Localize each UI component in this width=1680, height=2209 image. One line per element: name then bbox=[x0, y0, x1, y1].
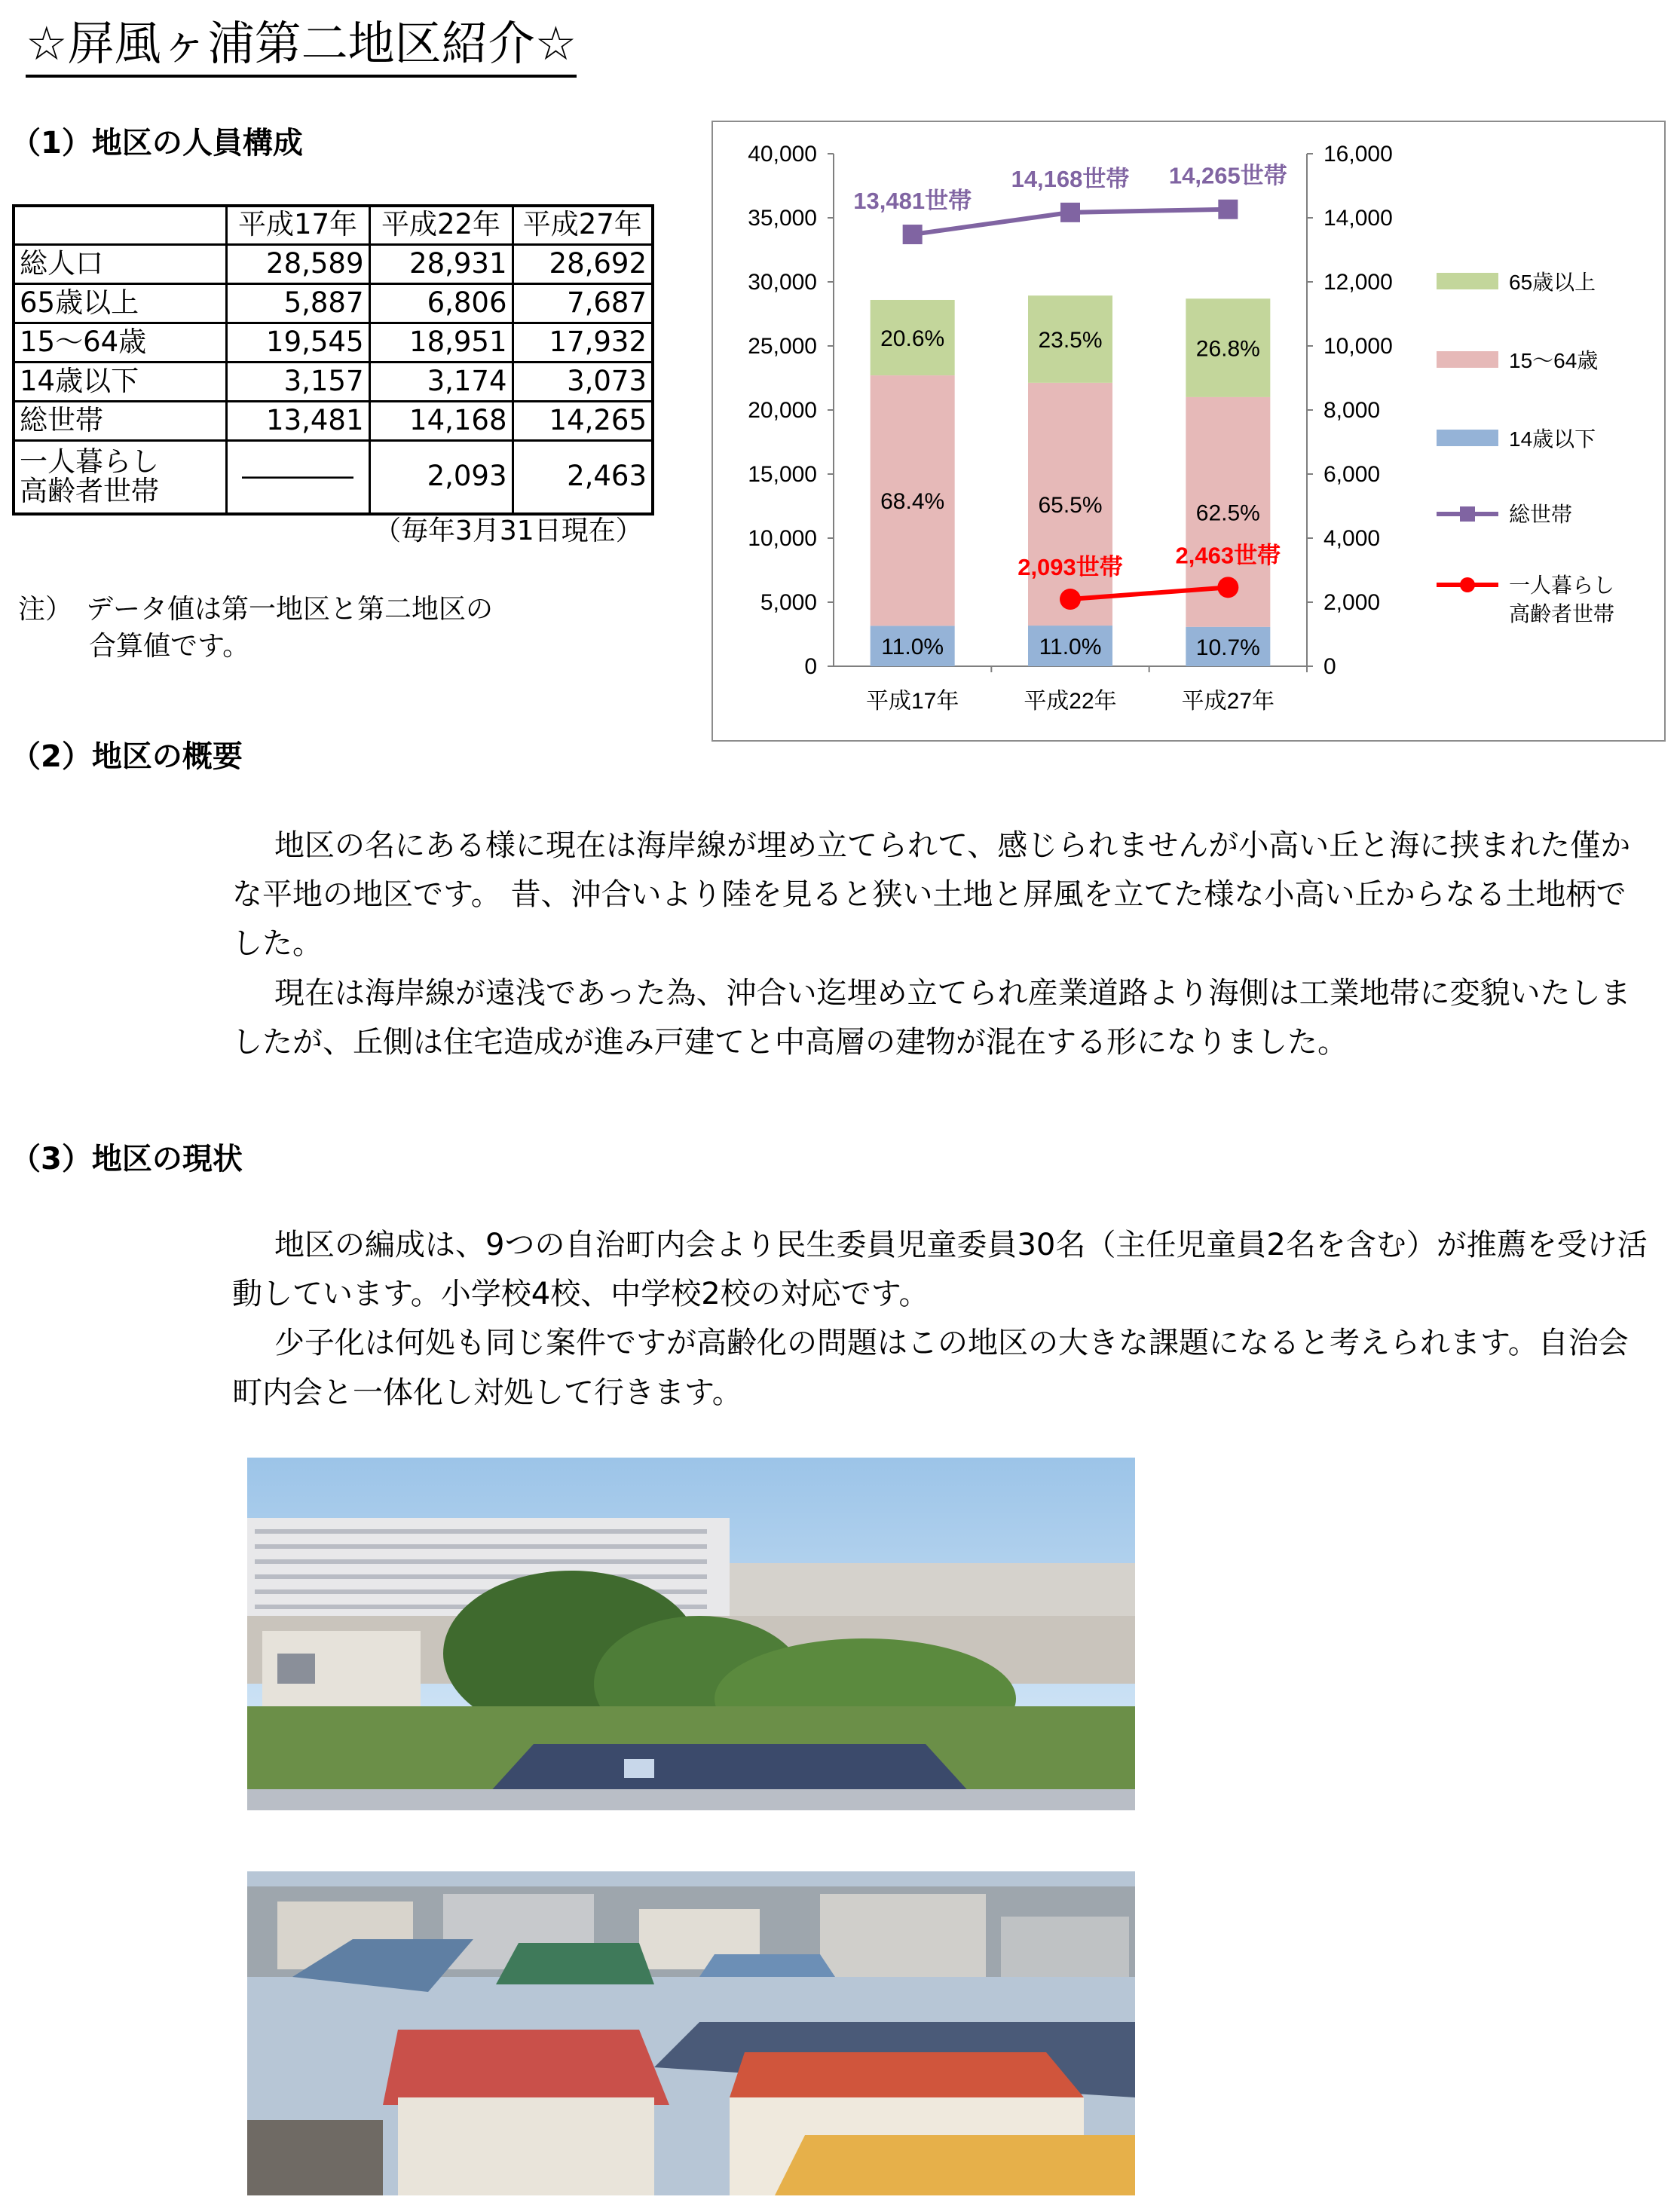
table-header-row bbox=[14, 206, 653, 244]
paragraph: 現在は海岸線が遠浅であった為、沖合い迄埋め立てられ産業道路より海側は工業地帯に変貌いたしましたが、丘側は住宅造成が進み戸建てと中高層の建物が混在する形になりました。 bbox=[232, 975, 1631, 1060]
table-cell: 2,093 bbox=[369, 440, 513, 514]
population-chart-frame bbox=[711, 121, 1666, 742]
y-left-tick-label: 25,000 bbox=[748, 334, 817, 359]
series-marker bbox=[903, 225, 923, 244]
series-marker bbox=[1060, 589, 1081, 610]
y-right-tick-label: 6,000 bbox=[1323, 462, 1381, 487]
row-label: 15～64歳 bbox=[14, 323, 226, 362]
legend-label: 15～64歳 bbox=[1509, 349, 1599, 372]
bar-data-label: 23.5% bbox=[1038, 328, 1103, 353]
y-left-tick-label: 0 bbox=[804, 654, 817, 679]
column-header: 平成17年 bbox=[226, 206, 369, 244]
bar-data-label: 20.6% bbox=[880, 326, 945, 352]
y-right-tick-label: 12,000 bbox=[1323, 270, 1393, 295]
row-label: 総人口 bbox=[14, 244, 226, 283]
legend-label: 高齢者世帯 bbox=[1509, 602, 1615, 626]
x-tick-label: 平成27年 bbox=[1181, 689, 1275, 714]
y-right-tick-label: 8,000 bbox=[1323, 398, 1381, 423]
table-cell: 14,168 bbox=[369, 401, 513, 440]
table-cell: 7,687 bbox=[513, 283, 653, 323]
series-marker bbox=[1217, 577, 1238, 598]
series-marker bbox=[1218, 200, 1238, 219]
y-left-tick-label: 10,000 bbox=[748, 526, 817, 551]
bar-data-label: 11.0% bbox=[881, 635, 944, 660]
column-header: 平成27年 bbox=[513, 206, 653, 244]
y-left-tick-label: 40,000 bbox=[748, 142, 817, 167]
note-line: 注） データ値は第一地区と第二地区の bbox=[18, 594, 494, 625]
population-table bbox=[12, 204, 654, 516]
legend-label: 65歳以上 bbox=[1509, 271, 1596, 294]
y-left-tick-label: 30,000 bbox=[748, 270, 817, 295]
legend-marker bbox=[1460, 506, 1475, 522]
y-left-tick-label: 5,000 bbox=[760, 590, 817, 615]
section-2-body bbox=[232, 821, 1649, 1067]
line-data-label: 2,463世帯 bbox=[1175, 542, 1281, 569]
paragraph: 地区の名にある様に現在は海岸線が埋め立てられて、感じられませんが小高い丘と海に挟まれた僅かな平地の地区です。 昔、沖合いより陸を見ると狭い土地と屏風を立てた様な小高い丘からなる土地柄でした。 bbox=[232, 828, 1631, 962]
column-header: 平成22年 bbox=[369, 206, 513, 244]
table-row bbox=[14, 323, 653, 362]
section-3-body bbox=[232, 1221, 1649, 1418]
table-cell: 2,463 bbox=[513, 440, 653, 514]
section-2-heading: （2）地区の概要 bbox=[11, 739, 243, 774]
y-right-tick-label: 2,000 bbox=[1323, 590, 1381, 615]
table-row bbox=[14, 401, 653, 440]
bar-data-label: 26.8% bbox=[1195, 336, 1260, 362]
table-cell: 28,589 bbox=[226, 244, 369, 283]
page-title: ☆屏風ヶ浦第二地区紹介☆ bbox=[26, 17, 577, 78]
y-left-tick-label: 15,000 bbox=[748, 462, 817, 487]
bar-data-label: 65.5% bbox=[1038, 492, 1103, 518]
paragraph: 少子化は何処も同じ案件ですが高齢化の問題はこの地区の大きな課題になると考えられます。自治会町内会と一体化し対処して行きます。 bbox=[232, 1326, 1629, 1410]
legend-swatch bbox=[1437, 430, 1498, 446]
photo-apartments-hillside bbox=[247, 1458, 1135, 1810]
line-data-label: 14,168世帯 bbox=[1011, 165, 1130, 192]
legend-swatch bbox=[1437, 273, 1498, 289]
y-left-tick-label: 35,000 bbox=[748, 206, 817, 231]
table-row bbox=[14, 362, 653, 401]
table-cell: 3,157 bbox=[226, 362, 369, 401]
legend-label: 総世帯 bbox=[1509, 503, 1573, 526]
table-row bbox=[14, 440, 653, 514]
table-cell: 5,887 bbox=[226, 283, 369, 323]
y-right-tick-label: 16,000 bbox=[1323, 142, 1393, 167]
row-label-line: 一人暮らし bbox=[20, 445, 159, 478]
note-line: 合算値です。 bbox=[89, 631, 250, 662]
y-right-tick-label: 10,000 bbox=[1323, 334, 1393, 359]
bar-data-label: 10.7% bbox=[1195, 635, 1260, 660]
row-label: 総世帯 bbox=[14, 401, 226, 440]
line-data-label: 14,265世帯 bbox=[1168, 162, 1287, 189]
row-label: 14歳以下 bbox=[14, 362, 226, 401]
table-cell: 28,931 bbox=[369, 244, 513, 283]
series-marker bbox=[1060, 203, 1080, 222]
legend-label: 14歳以下 bbox=[1509, 427, 1596, 451]
table-cell: 14,265 bbox=[513, 401, 653, 440]
y-left-tick-label: 20,000 bbox=[748, 398, 817, 423]
row-label-line: 高齢者世帯 bbox=[20, 474, 159, 507]
table-cell: 19,545 bbox=[226, 323, 369, 362]
x-tick-label: 平成17年 bbox=[865, 689, 959, 714]
line-data-label: 13,481世帯 bbox=[853, 188, 972, 215]
table-corner-cell bbox=[14, 206, 226, 244]
table-cell: 6,806 bbox=[369, 283, 513, 323]
y-right-tick-label: 4,000 bbox=[1323, 526, 1381, 551]
table-cell: 3,073 bbox=[513, 362, 653, 401]
y-right-tick-label: 14,000 bbox=[1323, 206, 1393, 231]
bar-data-label: 11.0% bbox=[1039, 635, 1102, 660]
table-cell: 17,932 bbox=[513, 323, 653, 362]
row-label bbox=[14, 440, 226, 514]
x-tick-label: 平成22年 bbox=[1024, 689, 1117, 714]
table-cell: ―――― bbox=[226, 440, 369, 514]
bar-data-label: 62.5% bbox=[1195, 500, 1260, 526]
table-row bbox=[14, 244, 653, 283]
legend-marker bbox=[1460, 577, 1475, 592]
legend-label: 一人暮らし bbox=[1509, 574, 1615, 597]
table-cell: 18,951 bbox=[369, 323, 513, 362]
table-cell: 13,481 bbox=[226, 401, 369, 440]
table-caption: （毎年3月31日現在） bbox=[374, 516, 643, 546]
table-cell: 3,174 bbox=[369, 362, 513, 401]
table-row bbox=[14, 283, 653, 323]
legend-swatch bbox=[1437, 351, 1498, 368]
population-chart bbox=[713, 122, 1664, 740]
paragraph: 地区の編成は、9つの自治町内会より民生委員児童委員30名（主任児童員2名を含む）が推薦を受け活動しています。小学校4校、中学校2校の対応です。 bbox=[232, 1228, 1648, 1312]
section-3-heading: （3）地区の現状 bbox=[11, 1142, 243, 1176]
line-data-label: 2,093世帯 bbox=[1017, 554, 1123, 581]
photo-residential-rooftops bbox=[247, 1871, 1135, 2195]
y-right-tick-label: 0 bbox=[1323, 654, 1336, 679]
bar-data-label: 68.4% bbox=[880, 489, 945, 515]
table-cell: 28,692 bbox=[513, 244, 653, 283]
row-label: 65歳以上 bbox=[14, 283, 226, 323]
section-1-heading: （1）地区の人員構成 bbox=[11, 126, 303, 161]
